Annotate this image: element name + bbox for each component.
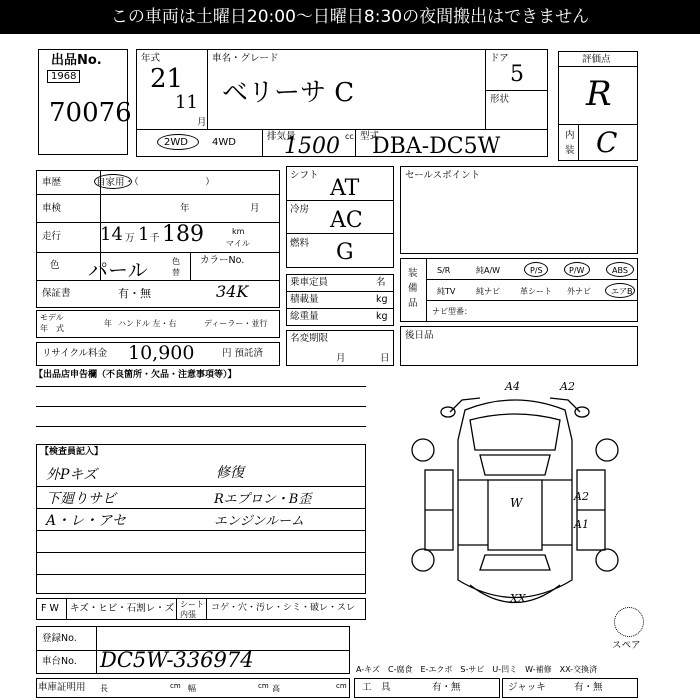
recycle-value: 10,900 [128,342,195,364]
load-unit: kg [376,294,388,305]
seller-notes-label: 【出品店申告欄（不良箇所・欠品・注意事項等）】 [34,370,237,380]
inspector-right-3: エンジンルーム [214,514,305,529]
inspector-left-1: 外Pキズ [46,467,98,483]
damage-front-1: A4 [505,380,520,393]
inspection-month-unit: 月 [250,203,260,214]
repaint-label-2: 替 [172,268,180,277]
tools-label: 工 具 [362,682,391,693]
inspector-label: 【検査員記入】 [40,447,104,457]
lot-sub-number: 1968 [47,70,80,83]
rating-label: 評価点 [582,54,611,65]
model-label: 車名・グレード [212,53,279,64]
fw-text: キズ・ヒビ・石割レ・ズ [70,603,175,614]
recycle-unit: 円 預託済 [222,348,264,359]
seat-label-2: 内張 [180,610,196,619]
handle-label: ハンドル 左・右 [118,319,177,328]
shift-value: AT [330,176,360,201]
load-label: 積載量 [290,294,319,305]
name-change-month: 月 [336,353,346,364]
mileage-rest: 189 [162,222,204,247]
after-date-label: 後日品 [405,330,434,341]
fw-label: F W [41,603,59,614]
warranty-options: 有・無 [118,287,151,300]
seat-label-1: シート [180,600,204,609]
model-year-unit: 年 [104,319,112,328]
year-month-value: 11 [175,92,198,113]
equipment-label-3: 品 [408,298,418,309]
equip-pw: P/W [569,266,585,275]
interior-value: C [596,126,618,159]
aircon-label: 冷房 [290,204,310,215]
fuel-label: 燃料 [290,238,310,249]
repaint-label-1: 色 [172,257,180,266]
inspection-label: 車検 [42,203,62,214]
cert-width: 幅 [188,684,196,693]
name-change-day: 日 [380,353,390,364]
mileage-man: 14 [100,224,123,245]
displacement-unit: cc [345,132,354,141]
interior-label-2: 装 [565,145,575,156]
shift-label: シフト [290,170,319,181]
recycle-label: リサイクル料金 [42,348,108,359]
model-year-label-2: 年 式 [40,324,64,333]
after-date-box [400,326,638,366]
damage-front-2: A2 [560,380,575,393]
aircon-value: AC [330,208,363,233]
drive-2wd: 2WD [164,137,188,148]
mileage-sen: 1 [138,224,150,245]
equip-airbag: エアB [611,287,633,296]
night-pickup-banner: この車両は土曜日20:00～日曜日8:30の夜間搬出はできません [0,0,700,34]
shape-label: 形状 [490,94,510,105]
year-month-unit: 月 [197,117,207,128]
year-value: 21 [150,64,184,94]
equip-ext-navi: 外ナビ [567,287,591,296]
registration-label: 登録No. [42,633,77,644]
fuel-value: G [336,240,354,265]
mileage-unit-mile: マイル [226,239,250,248]
displacement-label: 排気量 [267,131,296,142]
model-year-label-1: モデル [40,313,64,322]
history-value: 自家用・（ ） [96,177,215,188]
drive-4wd: 4WD [212,137,236,148]
history-label: 車歴 [42,177,62,188]
lot-number-value: 70076 [49,98,132,128]
warranty-note: 34K [216,282,249,301]
mileage-unit-km: km [232,227,245,236]
equip-navi: 純ナビ [476,287,500,296]
type-code-value: DBA-DC5W [372,134,501,159]
equip-ps: P/S [530,266,543,275]
jack-options: 有・無 [574,682,603,693]
equip-leather: 革シート [520,287,552,296]
displacement-value: 1500 [284,134,340,159]
equip-abs: ABS [612,266,628,275]
mileage-label: 走行 [42,231,62,242]
type-code-label: 型式 [360,131,380,142]
lot-number-box [38,49,132,155]
weight-unit: kg [376,311,388,322]
garage-cert-label: 車庫証明用 [38,682,86,693]
equip-sr: S/R [437,266,451,275]
name-change-label: 名変期限 [290,333,329,344]
capacity-unit: 名 [376,277,386,288]
cert-length-unit: cm [170,682,181,690]
equipment-label-2: 備 [408,283,418,294]
door-value: 5 [510,62,524,87]
warranty-label: 保証書 [42,288,71,299]
interior-label-1: 内 [565,130,575,141]
weight-label: 総重量 [290,311,319,322]
damage-right-2: A1 [574,518,589,531]
equip-tv: 純TV [437,287,456,296]
chassis-label: 車台No. [42,656,77,667]
year-label: 年式 [141,53,161,64]
cert-length: 長 [100,684,108,693]
cert-width-unit: cm [258,682,269,690]
damage-rear: XX [510,592,526,605]
mileage-sen-unit: 千 [150,233,160,244]
inspection-year-unit: 年 [180,203,190,214]
color-value: パール [88,258,148,282]
inspector-right-2: Rエプロン・B歪 [214,492,312,507]
spare-tire-circle [614,607,644,637]
tools-options: 有・無 [432,682,461,693]
equip-aw: 純A/W [476,266,501,275]
cert-height: 高 [272,684,280,693]
damage-center: W [510,496,523,510]
color-label: 色 [50,260,60,271]
door-label: ドア [490,53,509,64]
inspector-right-1: 修復 [216,465,244,481]
equipment-label-1: 装 [408,268,418,279]
rating-value: R [586,74,612,114]
damage-right-1: A2 [574,490,589,503]
spare-label: スペア [612,640,641,651]
navi-model-label: ナビ型番： [432,307,472,316]
lot-number-label: 出品No. [51,53,102,68]
chassis-value: DC5W-336974 [100,648,254,672]
cert-height-unit: cm [336,682,347,690]
model-value: ベリーサ C [222,78,355,108]
sales-point-label: セールスポイント [405,170,481,181]
inspector-left-3: A・レ・アセ [46,513,126,529]
dealer-label: ディーラー・並行 [204,319,268,328]
seat-text: コゲ・穴・汚レ・シミ・破レ・スレ [211,603,356,613]
damage-legend: A-キズ C-腐食 E-エクボ S-サビ U-凹ミ W-補修 XX-交換済 [356,665,598,674]
capacity-label: 乗車定員 [290,277,329,288]
jack-label: ジャッキ [508,682,546,693]
mileage-man-unit: 万 [125,233,135,244]
inspector-left-2: 下廻りサビ [46,491,116,507]
color-no-label: カラーNo. [200,255,245,266]
